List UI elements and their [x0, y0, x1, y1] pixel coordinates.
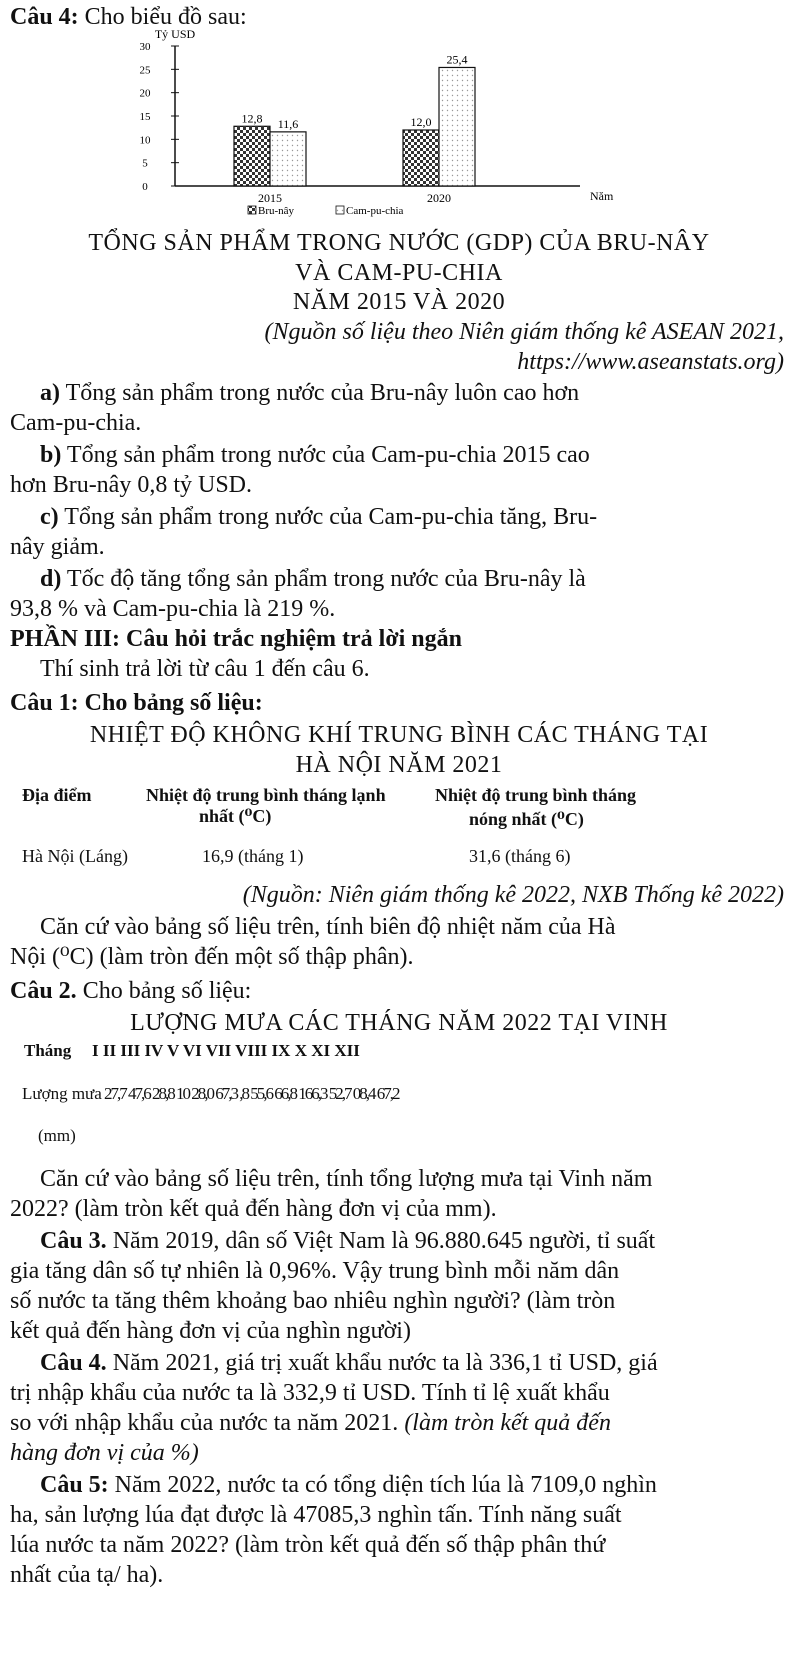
data-label: 11,6 [277, 116, 299, 131]
c2-question-1: Căn cứ vào bảng số liệu trên, tính tổng lượng mưa tại Vinh năm [40, 1166, 653, 1192]
c1-title: Câu 1: Cho bảng số liệu: [10, 690, 263, 716]
c2-months: I II III IV V VI VII VIII IX X XI XII [92, 1041, 360, 1060]
y-tick-label: 20 [139, 87, 151, 100]
c3-line-4: kết quả đến hàng đơn vị của nghìn người) [10, 1318, 411, 1344]
statement-d [0, 564, 798, 594]
y-tick-label: 30 [139, 41, 151, 53]
statement-a-cont: Cam-pu-chia. [10, 410, 142, 436]
c1-header-cold: Nhiệt độ trung bình tháng lạnh [146, 785, 386, 805]
c2-title [0, 976, 798, 1006]
statement-c [0, 502, 798, 532]
q4-title: Câu 4: [10, 4, 79, 30]
c2-question-2: 2022? (làm tròn kết quả đến hàng đơn vị của mm). [10, 1196, 497, 1222]
source-line-2: https://www.aseanstats.org) [517, 349, 784, 375]
part3-title: PHẦN III: Câu hỏi trắc nghiệm trả lời ngắn [10, 626, 462, 652]
c5-title: Câu 5: [40, 1472, 109, 1498]
c2-title-label: Câu 2. [10, 978, 77, 1004]
y-tick-label: 0 [142, 181, 148, 193]
c1-table-title-1: NHIỆT ĐỘ KHÔNG KHÍ TRUNG BÌNH CÁC THÁNG TẠI [89, 722, 709, 748]
y-tick-label: 10 [139, 134, 151, 147]
c5-text-1: Năm 2022, nước ta có tổng diện tích lúa là 7109,0 nghìn [114, 1472, 657, 1498]
q4-intro: Cho biểu đồ sau: [84, 4, 247, 30]
statement-b-cont: hơn Bru-nây 0,8 tỷ USD. [10, 472, 253, 498]
statement-d-text: Tốc độ tăng tổng sản phẩm trong nước của Bru-nây là [66, 566, 586, 592]
c5-line-3: lúa nước ta năm 2022? (làm tròn kết quả đến số thập phân thứ [10, 1532, 606, 1558]
y-axis-label: Tỷ USD [154, 28, 196, 41]
gdp-bar-chart [0, 28, 798, 228]
chart-caption-3: NĂM 2015 VÀ 2020 [292, 289, 506, 315]
c5-line-2: ha, sản lượng lúa đạt được là 47085,3 nghìn tấn. Tính năng suất [10, 1502, 622, 1528]
c3-line-3: số nước ta tăng thêm khoảng bao nhiêu nghìn người? (làm tròn [10, 1288, 616, 1314]
c1-table-title-2: HÀ NỘI NĂM 2021 [295, 752, 503, 778]
source-line-1: (Nguồn số liệu theo Niên giám thống kê ASEAN 2021, [264, 319, 784, 345]
legend-label-brunei: Bru-nây [258, 205, 295, 217]
statement-b-text: Tổng sản phẩm trong nước của Cam-pu-chia 2015 cao [66, 442, 590, 468]
statement-d-cont: 93,8 % và Cam-pu-chia là 219 %. [10, 596, 336, 622]
legend-swatch-cambodia [336, 206, 344, 214]
c4-text-3a: so với nhập khẩu của nước ta năm 2021. [10, 1410, 399, 1436]
statement-b-label: b) [40, 442, 62, 468]
data-label: 12,8 [241, 111, 263, 126]
c5-line-1 [0, 1470, 798, 1500]
c3-title: Câu 3. [40, 1228, 107, 1254]
bar-cambodia-2020 [439, 67, 475, 186]
data-label: 12,0 [410, 115, 432, 129]
c1-row-hot: 31,6 (tháng 6) [469, 846, 571, 866]
c3-line-1 [0, 1226, 798, 1256]
c2-month-label: Tháng [24, 1041, 72, 1060]
statement-c-label: c) [40, 504, 59, 530]
c2-title-text: Cho bảng số liệu: [82, 978, 252, 1004]
c1-header-hot-2: nóng nhất (⁰C) [469, 809, 584, 829]
c1-header-location: Địa điểm [22, 785, 92, 805]
x-tick-label: 2020 [427, 191, 451, 205]
y-tick-label: 15 [139, 111, 151, 123]
c4-text-1: Năm 2021, giá trị xuất khẩu nước ta là 336,1 tỉ USD, giá [112, 1350, 658, 1376]
c4-line-3 [0, 1408, 798, 1438]
c1-row-cold: 16,9 (tháng 1) [202, 846, 304, 866]
x-tick-label: 2015 [258, 191, 282, 205]
part3-intro: Thí sinh trả lời từ câu 1 đến câu 6. [40, 656, 370, 682]
legend-label-cambodia: Cam-pu-chia [346, 205, 404, 217]
bar-brunei-2015 [234, 126, 270, 186]
statement-b [0, 440, 798, 470]
c1-question-2: Nội (⁰C) (làm tròn đến một số thập phân). [10, 944, 414, 970]
bar-brunei-2020 [403, 130, 439, 186]
c4-text-3b: (làm tròn kết quả đến [404, 1410, 611, 1436]
c4-line-4: hàng đơn vị của %) [10, 1440, 199, 1466]
c2-unit: (mm) [38, 1126, 76, 1145]
legend-swatch-brunei [248, 206, 256, 214]
chart-caption-1: TỔNG SẢN PHẨM TRONG NƯỚC (GDP) CỦA BRU-NÂY [88, 230, 710, 256]
c2-rain-values: 27,7 47,6 28,8 10 28,0 67,3 ,8 55,6 66,8 166,3 52,7 08,4 67,2 [104, 1084, 399, 1103]
c2-rain-label: Lượng mưa [22, 1084, 102, 1103]
c2-table-title: LƯỢNG MƯA CÁC THÁNG NĂM 2022 TẠI VINH [130, 1010, 668, 1036]
bar-cambodia-2015 [270, 132, 306, 186]
statement-a-label: a) [40, 380, 60, 406]
c4-line-1 [0, 1348, 798, 1378]
c4-line-2: trị nhập khẩu của nước ta là 332,9 tỉ USD. Tính tỉ lệ xuất khẩu [10, 1380, 610, 1406]
statement-d-label: d) [40, 566, 62, 592]
data-label: 25,4 [446, 52, 468, 67]
c1-row-location: Hà Nội (Láng) [22, 846, 128, 866]
c1-source: (Nguồn: Niên giám thống kê 2022, NXB Thống kê 2022) [242, 882, 784, 908]
statement-a [0, 378, 798, 408]
c1-question-1: Căn cứ vào bảng số liệu trên, tính biên độ nhiệt năm của Hà [40, 914, 616, 940]
c3-line-2: gia tăng dân số tự nhiên là 0,96%. Vậy trung bình mỗi năm dân [10, 1258, 620, 1284]
y-tick-label: 5 [142, 157, 148, 170]
c3-text-1: Năm 2019, dân số Việt Nam là 96.880.645 người, tỉ suất [112, 1228, 656, 1254]
c4-title: Câu 4. [40, 1350, 107, 1376]
statement-a-text: Tổng sản phẩm trong nước của Bru-nây luôn cao hơn [65, 380, 580, 406]
c1-header-hot: Nhiệt độ trung bình tháng [435, 785, 637, 805]
x-axis-label: Năm [590, 189, 614, 203]
statement-c-cont: nây giảm. [10, 534, 105, 560]
chart-caption-2: VÀ CAM-PU-CHIA [295, 260, 503, 286]
statement-c-text: Tổng sản phẩm trong nước của Cam-pu-chia tăng, Bru- [64, 504, 598, 530]
y-tick-label: 25 [139, 64, 151, 77]
c5-line-4: nhất của tạ/ ha). [10, 1562, 164, 1588]
c1-header-cold-2: nhất (⁰C) [199, 806, 272, 826]
